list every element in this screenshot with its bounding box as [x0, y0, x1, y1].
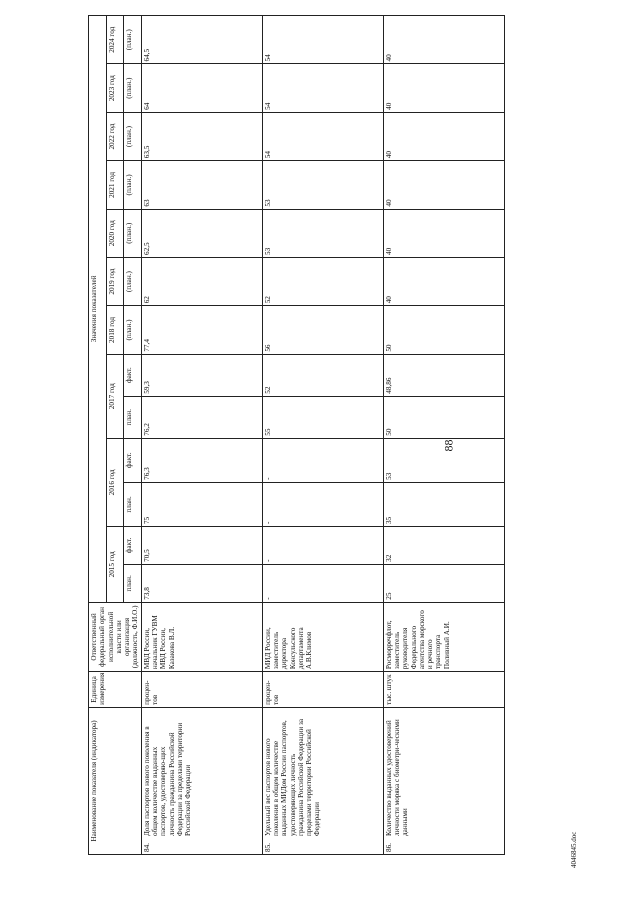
header-year-2015: 2015 год: [106, 527, 124, 603]
unit-cell: процен-тов: [262, 672, 383, 708]
table-row: [141, 16, 262, 855]
sub-2022-plan: (план.): [124, 112, 142, 160]
table-row: [383, 16, 504, 855]
value-2019: 62: [141, 257, 262, 305]
value-2023: 40: [383, 64, 504, 112]
indicator-name: Удельный вес паспортов нового поколения в общем количестве выданных МИДом России паспортов, удостоверяющих личность гражданина Российской Федерации за пределами территории Российской Федерации: [263, 718, 322, 836]
value-2015-fact: -: [262, 527, 383, 565]
value-2016-plan: 75: [141, 482, 262, 526]
footer-filename: 4046845.doc: [570, 831, 578, 868]
value-2017-plan: 50: [383, 396, 504, 438]
value-2019: 52: [262, 257, 383, 305]
value-2020: 62,5: [141, 209, 262, 257]
header-year-2022: 2022 год: [106, 112, 124, 160]
header-year-2017: 2017 год: [106, 354, 124, 438]
value-2021: 63: [141, 161, 262, 209]
header-year-2024: 2024 год: [106, 16, 124, 65]
value-2019: 40: [383, 257, 504, 305]
indicator-cell: [262, 707, 383, 854]
sub-2017-plan: план.: [124, 396, 142, 438]
responsible-cell: МВД России, начальник ГУВМ МВД России, Казакова В.Л.: [141, 602, 262, 671]
value-2016-plan: 35: [383, 482, 504, 526]
value-2017-plan: 76,2: [141, 396, 262, 438]
sub-2023-plan: (план.): [124, 64, 142, 112]
sub-2021-plan: (план.): [124, 161, 142, 209]
value-2016-fact: 53: [383, 438, 504, 482]
sub-2015-plan: план.: [124, 564, 142, 602]
sub-2018-plan: (план.): [124, 306, 142, 354]
row-number: 85.: [263, 843, 272, 852]
value-2015-fact: 70,5: [141, 527, 262, 565]
header-year-2021: 2021 год: [106, 161, 124, 209]
indicator-cell: [383, 707, 504, 854]
responsible-cell: МИД России, заместитель директора Консульского департамента А.В.Климов: [262, 602, 383, 671]
table-row: [262, 16, 383, 855]
sub-2015-fact: факт.: [124, 527, 142, 565]
value-2024: 64,5: [141, 16, 262, 65]
indicator-name: Доля паспортов нового поколения в общем количестве выданных паспортов, удостоверяю-щих личность гражданина Российской Федерации за пределами территории Российской Федерации: [142, 722, 193, 836]
value-2024: 54: [262, 16, 383, 65]
header-year-2023: 2023 год: [106, 64, 124, 112]
value-2018: 77,4: [141, 306, 262, 354]
value-2015-fact: 32: [383, 527, 504, 565]
value-2015-plan: 25: [383, 564, 504, 602]
sub-2017-fact: факт.: [124, 354, 142, 396]
value-2015-plan: 73,8: [141, 564, 262, 602]
value-2020: 40: [383, 209, 504, 257]
header-year-2018: 2018 год: [106, 306, 124, 354]
unit-cell: тыс. штук: [383, 672, 504, 708]
header-unit: Единица измерения: [89, 672, 142, 708]
value-2021: 53: [262, 161, 383, 209]
header-year-2020: 2020 год: [106, 209, 124, 257]
value-2017-plan: 55: [262, 396, 383, 438]
sub-2019-plan: (план.): [124, 257, 142, 305]
row-number: 86.: [384, 843, 393, 852]
sub-2016-plan: план.: [124, 482, 142, 526]
sub-2016-fact: факт.: [124, 438, 142, 482]
value-2024: 40: [383, 16, 504, 65]
value-2022: 40: [383, 112, 504, 160]
value-2016-fact: 76,3: [141, 438, 262, 482]
indicator-cell: [141, 707, 262, 854]
value-2016-fact: -: [262, 438, 383, 482]
row-number: 84.: [142, 843, 151, 852]
header-responsible: Ответственный федеральный орган исполнительной власти или организация (должность, Ф.И.О.): [89, 602, 142, 671]
indicators-table-container: [88, 15, 451, 855]
value-2015-plan: -: [262, 564, 383, 602]
responsible-cell: Росморречфлот, заместитель руководителя Федерального агентства морского и речного транспорта Поливный А.И.: [383, 602, 504, 671]
sub-2020-plan: (план.): [124, 209, 142, 257]
value-2023: 54: [262, 64, 383, 112]
value-2016-plan: -: [262, 482, 383, 526]
unit-cell: процен-тов: [141, 672, 262, 708]
value-2017-fact: 52: [262, 354, 383, 396]
value-2018: 56: [262, 306, 383, 354]
value-2021: 40: [383, 161, 504, 209]
value-2023: 64: [141, 64, 262, 112]
indicator-name: Количество выданных удостоверений личности моряка с биометри-ческими данными: [384, 719, 410, 836]
indicators-table: [88, 15, 505, 855]
value-2018: 50: [383, 306, 504, 354]
value-2022: 63,5: [141, 112, 262, 160]
sub-2024-plan: (план.): [124, 16, 142, 65]
header-year-2016: 2016 год: [106, 438, 124, 526]
value-2017-fact: 48,86: [383, 354, 504, 396]
header-indicator: Наименование показателя (индикатора): [89, 707, 142, 854]
header-values-group: Значения показателей: [89, 16, 107, 603]
value-2017-fact: 59,3: [141, 354, 262, 396]
page-number: 88: [441, 439, 456, 452]
header-year-2019: 2019 год: [106, 257, 124, 305]
value-2020: 53: [262, 209, 383, 257]
value-2022: 54: [262, 112, 383, 160]
